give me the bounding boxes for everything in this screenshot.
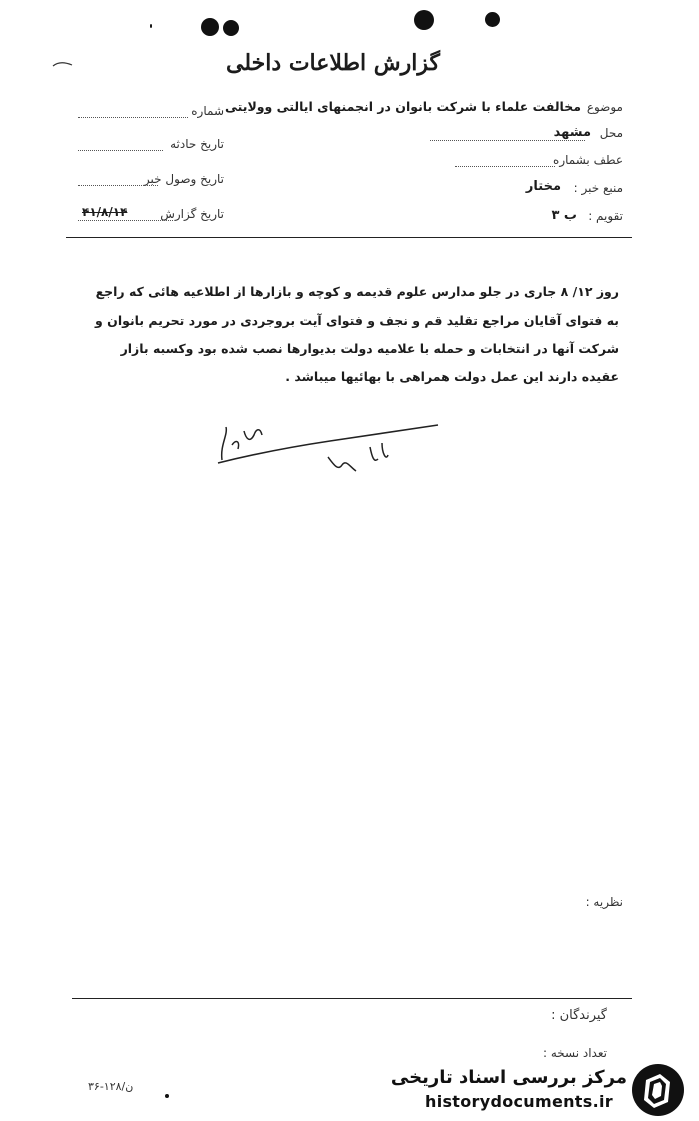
body-line-4: عقیده دارند این عمل دولت همراهی با بهائیها میباشد . [285,369,619,384]
incident-date-dotted-line [78,150,163,151]
report-date-value: ۴۱/۸/۱۴ [82,205,128,219]
number-dotted-line [78,117,188,118]
watermark-site: historydocuments.ir [425,1092,613,1111]
rating-label: تقویم : [588,209,623,223]
speck-dot [150,24,152,28]
punch-hole-dot [485,12,500,27]
copies-label: تعداد نسخه : [542,1046,607,1060]
report-date-dotted-line [78,220,173,221]
document-title: گزارش اطلاعات داخلی [226,50,440,76]
number-label: شماره [191,104,224,118]
speck-dot [165,1094,169,1098]
received-date-label: تاریخ وصول خبر [143,172,224,186]
handwritten-signature [210,405,445,485]
report-date-label: تاریخ گزارش [160,207,224,221]
location-label: محل [599,126,623,140]
opinion-label: نظریه : [585,895,623,909]
rating-value: ب ۳ [551,208,577,223]
subject-value: مخالفت علماء با شرکت بانوان در انجمنهای ایالتی وولایتی [225,99,581,114]
source-label: منبع خبر : [573,181,623,195]
reference-label: عطف بشماره [553,153,623,167]
punch-hole-dot [414,10,434,30]
footer-separator [72,998,632,999]
received-date-dotted-line [78,185,158,186]
subject-label: موضوع [586,100,623,114]
location-dotted-line [430,140,585,141]
form-code: ۳۶-۱۲۸/ن [88,1080,134,1093]
punch-hole-dot [201,18,219,36]
body-line-1: روز ۱۲/ ۸ جاری در جلو مدارس علوم قدیمه و کوچه و بازارها از اطلاعیه هائی که راجع [95,284,619,299]
incident-date-label: تاریخ حادثه [170,137,224,151]
punch-hole-dot [223,20,239,36]
corner-mark [52,58,74,72]
header-separator [66,237,632,238]
watermark-org-name: مرکز بررسی اسناد تاریخی [390,1067,627,1088]
body-line-2: به فتوای آقایان مراجع تقلید قم و نجف و فتوای آیت بروجردی در مورد تحریم بانوان و [95,313,619,328]
archive-logo-icon [630,1062,686,1118]
reference-dotted-line [455,166,555,167]
body-line-3: شرکت آنها در انتخابات و حمله با علامیه دولت بدیوارها نصب شده بود وکسبه بازار [120,341,619,356]
source-value: مختار [525,179,561,194]
recipients-label: گیرندگان : [551,1008,607,1023]
location-value: مشهد [553,125,591,140]
